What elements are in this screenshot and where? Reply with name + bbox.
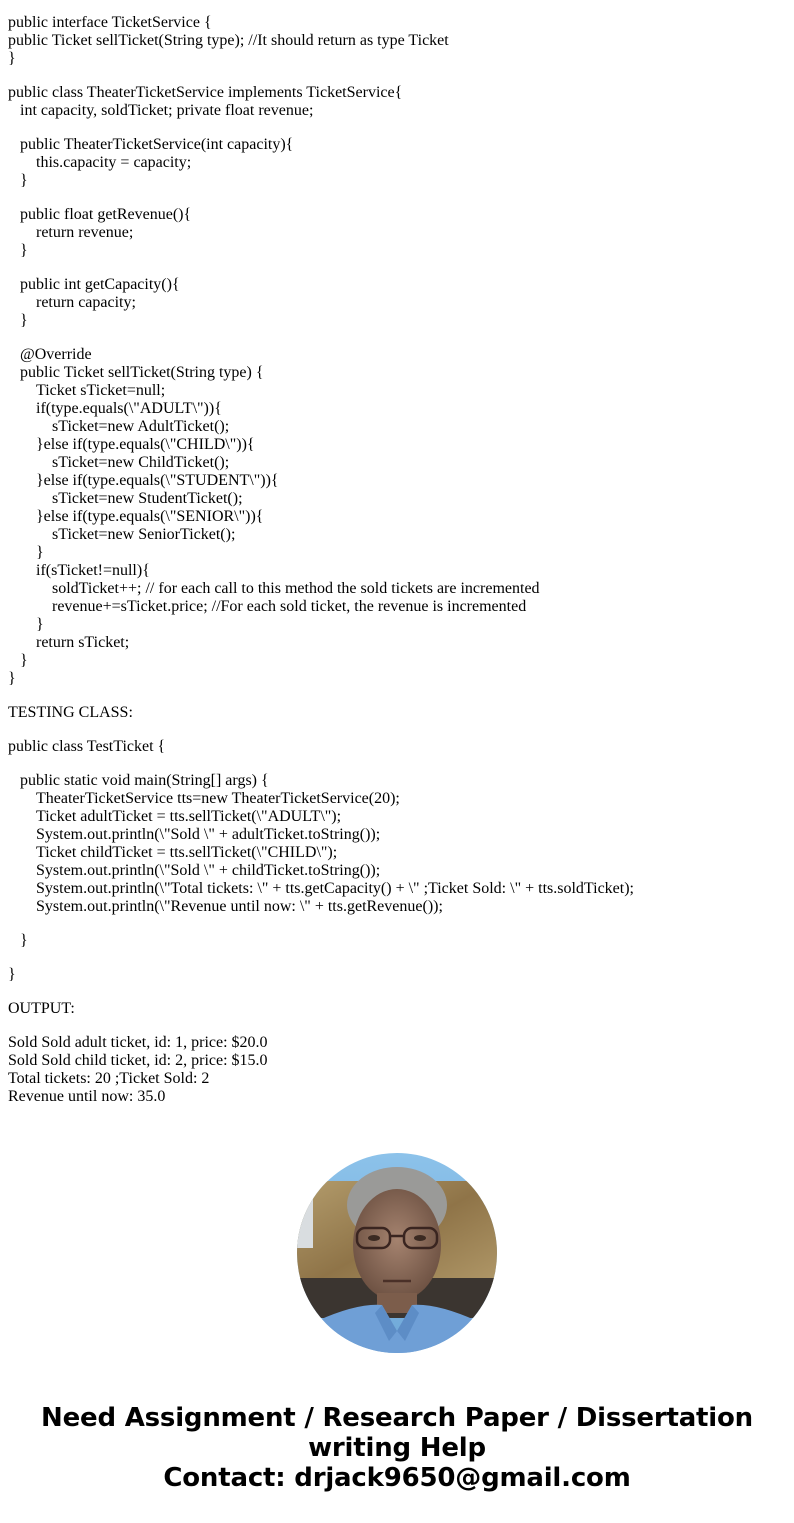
testing-section <box>8 704 788 984</box>
promo-contact: Contact: drjack9650@gmail.com <box>163 1463 631 1493</box>
code-line: }else if(type.equals(\"SENIOR\")){ <box>36 508 264 525</box>
promo-line-1: Need Assignment / Research Paper / Dissertation <box>41 1403 753 1433</box>
code-line: } <box>20 652 28 669</box>
spacer <box>8 950 788 966</box>
code-line: if(sTicket!=null){ <box>36 562 150 579</box>
code-line: System.out.println(\"Sold \" + childTicket.toString()); <box>36 862 381 879</box>
code-line: return capacity; <box>36 294 136 311</box>
code-line: } <box>20 172 28 189</box>
code-line: revenue+=sTicket.price; //For each sold ticket, the revenue is incremented <box>52 598 527 615</box>
spacer <box>8 190 788 206</box>
code-line: soldTicket++; // for each call to this method the sold tickets are incremented <box>52 580 540 597</box>
output-section <box>8 1000 788 1106</box>
code-line: public interface TicketService { <box>8 14 212 31</box>
document-body <box>8 14 788 1106</box>
spacer <box>8 916 788 932</box>
code-line: }else if(type.equals(\"STUDENT\")){ <box>36 472 279 489</box>
code-line: public static void main(String[] args) { <box>20 772 269 789</box>
code-line: public int getCapacity(){ <box>20 276 180 293</box>
author-photo <box>297 1153 497 1353</box>
spacer <box>8 1018 788 1034</box>
code-line: } <box>20 932 28 949</box>
output-line: Sold Sold child ticket, id: 2, price: $15.0 <box>8 1052 268 1069</box>
code-line: public Ticket sellTicket(String type) { <box>20 364 264 381</box>
spacer <box>8 120 788 136</box>
code-line: @Override <box>20 346 92 363</box>
code-line: if(type.equals(\"ADULT\")){ <box>36 400 222 417</box>
code-line: } <box>20 312 28 329</box>
portrait-image <box>297 1153 497 1353</box>
code-line: } <box>8 670 16 687</box>
section-heading: TESTING CLASS: <box>8 704 133 721</box>
interface-code-block <box>8 14 788 68</box>
code-line: } <box>36 544 44 561</box>
spacer <box>8 756 788 772</box>
code-line: public class TestTicket { <box>8 738 166 755</box>
code-line: } <box>20 242 28 259</box>
code-line: int capacity, soldTicket; private float revenue; <box>20 102 314 119</box>
output-line: Total tickets: 20 ;Ticket Sold: 2 <box>8 1070 210 1087</box>
spacer <box>8 688 788 704</box>
code-line: return revenue; <box>36 224 134 241</box>
code-line: } <box>8 50 16 67</box>
code-line: Ticket adultTicket = tts.sellTicket(\"ADULT\"); <box>36 808 342 825</box>
code-line: System.out.println(\"Total tickets: \" + tts.getCapacity() + \" ;Ticket Sold: \" + tts.soldTicket); <box>36 880 634 897</box>
promo-line-2: writing Help <box>308 1433 486 1463</box>
code-line: sTicket=new StudentTicket(); <box>52 490 243 507</box>
code-line: } <box>36 616 44 633</box>
code-line: TheaterTicketService tts=new TheaterTicketService(20); <box>36 790 400 807</box>
spacer <box>8 260 788 276</box>
output-line: Sold Sold adult ticket, id: 1, price: $20.0 <box>8 1034 268 1051</box>
spacer <box>8 984 788 1000</box>
output-line: Revenue until now: 35.0 <box>8 1088 166 1105</box>
spacer <box>8 722 788 738</box>
promo-banner <box>0 1403 794 1493</box>
code-line: }else if(type.equals(\"CHILD\")){ <box>36 436 255 453</box>
code-line: sTicket=new ChildTicket(); <box>52 454 230 471</box>
code-line: public float getRevenue(){ <box>20 206 192 223</box>
spacer <box>8 68 788 84</box>
code-line: public TheaterTicketService(int capacity){ <box>20 136 294 153</box>
code-line: Ticket sTicket=null; <box>36 382 166 399</box>
class-code-block <box>8 84 788 688</box>
code-line: this.capacity = capacity; <box>36 154 192 171</box>
code-line: public class TheaterTicketService implements TicketService{ <box>8 84 403 101</box>
code-line: Ticket childTicket = tts.sellTicket(\"CHILD\"); <box>36 844 338 861</box>
code-line: return sTicket; <box>36 634 130 651</box>
code-line: sTicket=new SeniorTicket(); <box>52 526 236 543</box>
spacer <box>8 330 788 346</box>
code-line: System.out.println(\"Revenue until now: \" + tts.getRevenue()); <box>36 898 443 915</box>
section-heading: OUTPUT: <box>8 1000 75 1017</box>
code-line: System.out.println(\"Sold \" + adultTicket.toString()); <box>36 826 381 843</box>
code-line: public Ticket sellTicket(String type); //It should return as type Ticket <box>8 32 449 49</box>
code-line: sTicket=new AdultTicket(); <box>52 418 230 435</box>
code-line: } <box>8 966 16 983</box>
